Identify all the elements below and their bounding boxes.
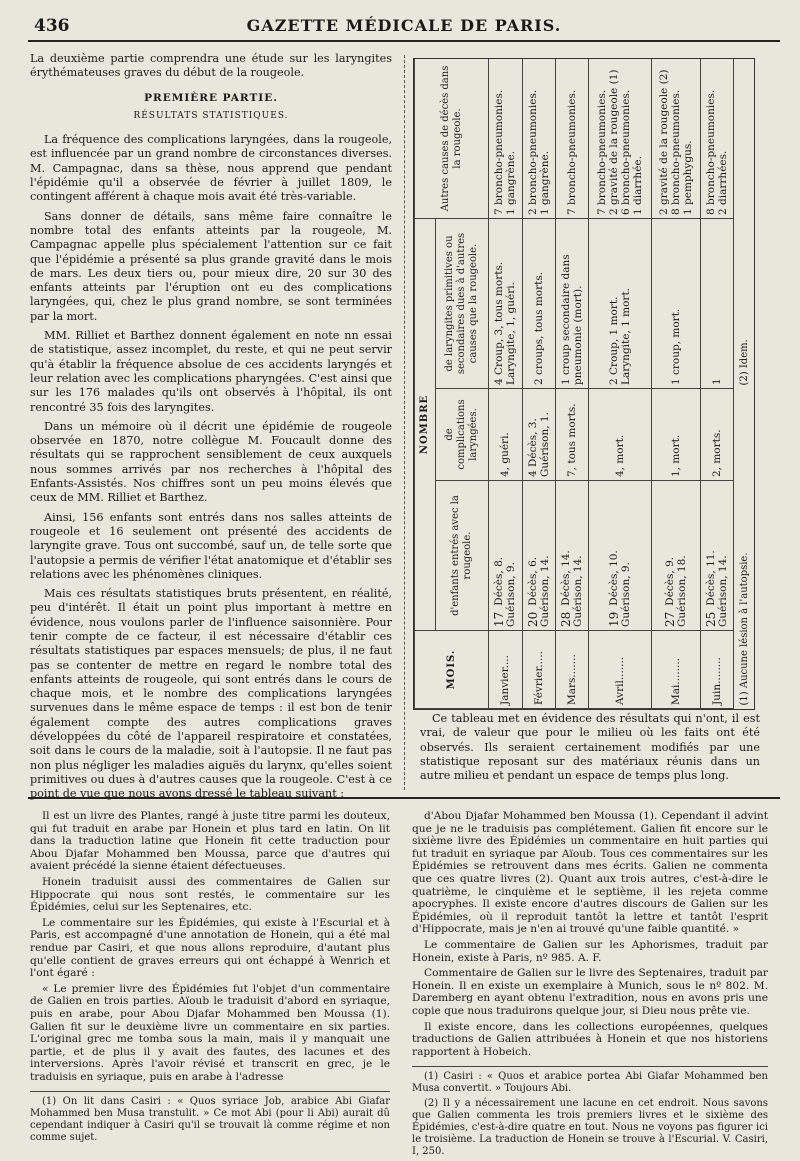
cell-total: 20 bbox=[525, 611, 540, 627]
statistics-table bbox=[413, 58, 755, 710]
feuilleton-paragraph: Honein traduisit aussi des commentaires de Galien sur Hippocrate qui nous sont restés, le commentaire sur les Épidémies, celui sur les Septenaires, etc. bbox=[30, 875, 390, 914]
cell-causes-line: 2 gravité de la rougeole (2) bbox=[658, 69, 671, 215]
cell-complications-line: 4, guéri. bbox=[499, 432, 512, 477]
cell-total: 27 bbox=[663, 611, 678, 627]
cell-total: 19 bbox=[607, 611, 622, 627]
cell-causes-line: 2 broncho-pneumonies. bbox=[526, 89, 539, 215]
cell-causes-line: 6 broncho-pneumonies. bbox=[620, 89, 633, 215]
cell-total: 28 bbox=[559, 611, 574, 627]
cell-entres bbox=[652, 481, 700, 631]
after-table-text bbox=[420, 712, 760, 783]
cell-laryngites bbox=[700, 218, 733, 388]
cell-entres bbox=[522, 481, 555, 631]
cell-mois: Juin........ bbox=[700, 631, 733, 709]
table-row bbox=[522, 58, 555, 708]
cell-complications-line: 4, mort. bbox=[614, 434, 627, 477]
cell-causes bbox=[489, 58, 522, 218]
part-title: PREMIÈRE PARTIE. bbox=[144, 91, 278, 104]
bottom-left-column bbox=[30, 810, 390, 1147]
header-nombre: NOMBRE bbox=[415, 218, 436, 630]
cell-causes-line: 1 gangrène. bbox=[505, 150, 518, 215]
cell-causes-line: 1 gangrène. bbox=[538, 150, 551, 215]
cell-laryngites bbox=[555, 218, 588, 388]
left-column bbox=[30, 52, 392, 807]
cell-entres bbox=[589, 481, 652, 631]
table bbox=[414, 58, 754, 709]
cell-complications bbox=[700, 389, 733, 481]
cell-laryngites-line: 2 Croup, 1 mort. bbox=[608, 296, 621, 385]
section-divider bbox=[28, 797, 780, 799]
cell-causes-line: 8 broncho-pneumonies. bbox=[670, 89, 683, 215]
body-paragraph: Mais ces résultats statistiques bruts présentent, en réalité, peu d'intérêt. Il était un point plus important à mettre en évidence, nous voulons parler de l'influence saisonnière. Pour tenir compte de ce facteur, il est nécessaire d'établir ces résultats statistiques par espaces mensuels; de plus, il ne faut pas se contenter de mettre en regard le nombre total des enfants atteints de rougeole, qui sont entrés dans le cours de chaque mois, et le nombre des complications laryngées survenues dans le même espace de temps : il est bon de tenir également compte des autres complications graves développées du côté de l'appareil respiratoire et constatées, soit dans le cours de la maladie, soit à l'autopsie. Il ne faut pas non plus négliger les maladies aiguës du larynx, qu'elles soient primitives ou dues à d'autres causes que la rougeole. C'est à ce point de vue que nous avons dressé le tableau suivant : bbox=[30, 587, 392, 801]
cell-detail-line: Guérison, 9. bbox=[505, 562, 518, 627]
journal-title: GAZETTE MÉDICALE DE PARIS. bbox=[246, 16, 562, 35]
body-paragraph: Dans un mémoire où il décrit une épidémie de rougeole observée en 1870, notre collègue M. Foucault donne des résultats qui se rapprochent sensiblement de ceux auxquels nous sommes arrivés par nos recherches à l'hôpital des Enfants-Assistés. Nos chiffres sont un peu moins élevés que ceux de MM. Rilliet et Barthez. bbox=[30, 419, 392, 505]
header-entres: d'enfants entrés avec la rougeole. bbox=[436, 481, 489, 631]
cell-detail-line: Décès, 11. bbox=[704, 550, 717, 606]
cell-detail-line: Décès, 14. bbox=[560, 550, 573, 606]
cell-causes-line: 2 gravité de la rougeole (1) bbox=[608, 69, 621, 215]
intro-paragraph: La deuxième partie comprendra une étude sur les laryngites érythémateuses graves du début de la rougeole. bbox=[30, 52, 392, 80]
cell-laryngites-line: 1 bbox=[710, 378, 723, 385]
cell-complications-line: 4 Décès, 3. bbox=[526, 418, 539, 477]
cell-causes bbox=[589, 58, 652, 218]
header-causes: Autres causes de décès dans la rougeole. bbox=[415, 58, 489, 218]
cell-causes-line: 1 diarrhée. bbox=[632, 156, 645, 215]
cell-laryngites bbox=[652, 218, 700, 388]
body-paragraph: MM. Rilliet et Barthez donnent également en note nn essai de statistique, assez incomplet, du reste, et qui ne peut servir qu'à établir la fréquence absolue de ces accidents laryngés et leur relation avec les complications pharyngées. C'est ainsi que sur les 176 malades qu'ils ont observés à l'hôpital, ils ont rencontré 35 fois des laryngites. bbox=[30, 329, 392, 414]
cell-detail-line: Décès, 8. bbox=[493, 556, 506, 606]
cell-complications-line: Guérison, 1. bbox=[538, 412, 551, 477]
column-divider bbox=[404, 55, 405, 790]
cell-mois: Avril....... bbox=[589, 631, 652, 709]
cell-causes-line: 7 broncho-pneumonies. bbox=[493, 89, 506, 215]
header-complications: de complications laryngées. bbox=[436, 389, 489, 481]
body-paragraph: La fréquence des complications laryngées, dans la rougeole, est influencée par un grand nombre de circonstances diverses. M. Campagnac, dans sa thèse, nous apprend que pendant l'épidémie qu'il a observée de février à juillet 1809, le contingent afférent à chaque mois avait été très-variable. bbox=[30, 133, 392, 204]
header-mois: MOIS. bbox=[415, 631, 489, 709]
feuilleton-paragraph: Il existe encore, dans les collections européennes, quelques traductions de Galien attribuées à Honein et que nos historiens rapportent à Hobeich. bbox=[412, 1020, 768, 1058]
cell-complications bbox=[589, 389, 652, 481]
feuilleton-paragraph: « Le premier livre des Épidémies fut l'objet d'un commentaire de Galien en trois parties. Aïoub le traduisit d'abord en syriaque, puis en arabe, pour Abou Djafar Mohammed ben Moussa (1). Galien fit sur le deuxième livre un commentaire en six parties. L'original grec me tomba sous la main, mais il y manquait une partie, et de plus il y avait des fautes, des lacunes et des interversions. Après l'avoir révisé et transcrit en grec, je le traduisis en syriaque, puis en arabe à l'adresse bbox=[30, 982, 390, 1083]
cell-complications bbox=[522, 389, 555, 481]
cell-complications-line: 1, mort. bbox=[670, 434, 683, 477]
cell-causes-line: 8 broncho-pneumonies. bbox=[704, 89, 717, 215]
cell-causes-line: 7 broncho-pneumonies. bbox=[566, 89, 579, 215]
cell-laryngites bbox=[489, 218, 522, 388]
cell-detail-line: Guérison, 18. bbox=[676, 555, 689, 627]
cell-laryngites-line: Laryngite, 1, guéri. bbox=[505, 282, 518, 385]
cell-complications bbox=[652, 389, 700, 481]
cell-detail-line: Décès, 6. bbox=[526, 556, 539, 606]
table-row bbox=[652, 58, 700, 708]
cell-detail-line: Décès, 9. bbox=[664, 556, 677, 606]
cell-laryngites-line: pneumonie (mort). bbox=[572, 285, 585, 385]
feuilleton-paragraph: Le commentaire sur les Épidémies, qui existe à l'Escurial et à Paris, est accompagné d'une annotation de Honein, qui a été mal rendue par Casiri, et que nous allons reproduire, d'autant plus qu'elle contient de graves erreurs qui ont échappé à Wenrich et l'ont égaré : bbox=[30, 916, 390, 980]
cell-causes bbox=[522, 58, 555, 218]
cell-causes-line: 2 diarrhées. bbox=[716, 150, 729, 215]
cell-causes-line: 1 pemphygus. bbox=[682, 140, 695, 215]
page-header bbox=[28, 14, 780, 42]
body-paragraph: Ainsi, 156 enfants sont entrés dans nos salles atteints de rougeole et 16 seulement ont présenté des accidents de laryngite grave. Tous ont succombé, sauf un, de telle sorte que l'autopsie a permis de vérifier l'état anatomique et d'établir ses relations avec les phénomènes cliniques. bbox=[30, 510, 392, 581]
rotated-table-content bbox=[414, 59, 754, 709]
footnote-separator bbox=[30, 1091, 390, 1092]
bottom-right-column bbox=[412, 810, 768, 1161]
cell-mois: Février..... bbox=[522, 631, 555, 709]
feuilleton-paragraph: Il est un livre des Plantes, rangé à juste titre parmi les douteux, qui fut traduit en arabe par Honein et plus tard en latin. On lit dans la traduction latine que Honein fit cette traduction pour Abou Djafar Mohammed ben Moussa, parce que d'autres qui avaient précédé la sienne étaient défectueuses. bbox=[30, 810, 390, 873]
cell-laryngites-line: 4 Croup, 3, tous morts. bbox=[493, 261, 506, 385]
footnote: (1) Casiri : « Quos et arabice portea Abi Giafar Mohammed ben Musa convertit. » Toujours Abi. bbox=[412, 1071, 768, 1095]
table-row bbox=[700, 58, 733, 708]
cell-entres bbox=[700, 481, 733, 631]
cell-entres bbox=[555, 481, 588, 631]
footnote: (1) On lit dans Casiri : « Quos syriace Job, arabice Abi Giafar Mohammed ben Musa transtulit. » Ce mot Abi (pour li Abi) aurait dû cependant indiquer à Casiri qu'il se trouvait là comme régime et non comme sujet. bbox=[30, 1096, 390, 1144]
section-subtitle: RÉSULTATS STATISTIQUES. bbox=[133, 110, 289, 121]
cell-complications bbox=[555, 389, 588, 481]
footnote: (2) Il y a nécessairement une lacune en cet endroit. Nous savons que Galien commenta les trois premiers livres et le sixième des Épidémies, c'est-à-dire quatre en tout. Nous ne voyons pas figurer ici le troisième. La traduction de Honein se trouve à l'Escurial. V. Casiri, I, 250. bbox=[412, 1098, 768, 1158]
cell-causes-line: 7 broncho-pneumonies. bbox=[596, 89, 609, 215]
header-laryngites: de laryngites primitives ou secondaires dues à d'autres causes que la rougeole. bbox=[436, 218, 489, 388]
cell-detail-line: Guérison, 14. bbox=[716, 555, 729, 627]
cell-causes bbox=[652, 58, 700, 218]
cell-mois: Janvier.... bbox=[489, 631, 522, 709]
cell-causes bbox=[555, 58, 588, 218]
cell-mois: Mai........ bbox=[652, 631, 700, 709]
cell-total: 17 bbox=[492, 611, 507, 627]
cell-laryngites-line: 1 croup secondaire dans bbox=[560, 254, 573, 385]
table-row bbox=[589, 58, 652, 708]
cell-complications bbox=[489, 389, 522, 481]
cell-entres bbox=[489, 481, 522, 631]
cell-laryngites-line: 2 croups, tous morts. bbox=[532, 271, 545, 385]
cell-causes bbox=[700, 58, 733, 218]
cell-complications-line: 7, tous morts. bbox=[566, 403, 579, 477]
feuilleton-paragraph: Le commentaire de Galien sur les Aphorismes, traduit par Honein, existe à Paris, nº 985. A. F. bbox=[412, 938, 768, 964]
table-body bbox=[489, 58, 734, 708]
cell-detail-line: Guérison, 14. bbox=[538, 555, 551, 627]
cell-detail-line: Guérison, 9. bbox=[620, 562, 633, 627]
table-footnote-2: (2) Idem. bbox=[739, 339, 751, 386]
table-row bbox=[489, 58, 522, 708]
cell-total: 25 bbox=[703, 611, 718, 627]
body-paragraph: Sans donner de détails, sans même faire connaître le nombre total des enfants atteints par la rougeole, M. Campagnac appelle plus spécialement l'attention sur ce fait que l'épidémie a présenté sa plus grande gravité dans le mois de mars. Les deux tiers ou, pour mieux dire, 20 sur 30 des enfants atteints par l'éruption ont eu des complications laryngées, qui, chez le plus grand nombre, se sont terminées par la mort. bbox=[30, 209, 392, 323]
cell-detail-line: Guérison, 14. bbox=[572, 555, 585, 627]
feuilleton-paragraph: d'Abou Djafar Mohammed ben Moussa (1). Cependant il advint que je ne le traduisis pas complétement. Galien fit encore sur le sixième livre des Épidémies un commentaire en huit parties qui fut traduit en syriaque par Aïoub. Tous ces commentaires sur les Épidémies se retrouvent dans mes écrits. Galien ne commenta que ces quatre livres (2). Quant aux trois autres, c'est-à-dire le quatrième, le cinquième et le septième, il les rejeta comme apocryphes. Il existe encore d'autres discours de Galien sur les Épidémies, où il reproduit tantôt la lettre et tantôt l'esprit d'Hippocrate, mais je n'en ai trouvé qu'une faible quantité. » bbox=[412, 810, 768, 936]
page-number: 436 bbox=[34, 16, 70, 36]
table-footnote-1: (1) Aucune lésion à l'autopsie. bbox=[739, 552, 751, 706]
table-row bbox=[555, 58, 588, 708]
cell-mois: Mars....... bbox=[555, 631, 588, 709]
cell-laryngites-line: 1 croup, mort. bbox=[670, 308, 683, 385]
cell-laryngites bbox=[522, 218, 555, 388]
cell-laryngites-line: Laryngite, 1 mort. bbox=[620, 287, 633, 385]
footnote-separator bbox=[412, 1066, 768, 1067]
cell-laryngites bbox=[589, 218, 652, 388]
feuilleton-paragraph: Commentaire de Galien sur le livre des Septenaires, traduit par Honein. Il en existe un exemplaire à Munich, sous le nº 802. M. Daremberg en ayant obtenu l'extradition, nous en avons pris une copie que nous traduirons quelque jour, si Dieu nous prête vie. bbox=[412, 967, 768, 1017]
after-table-paragraph: Ce tableau met en évidence des résultats qui n'ont, il est vrai, de valeur que pour le milieu où les faits ont été observés. Ils seraient certainement modifiés par une statistique reposant sur des matériaux réunis dans un autre milieu et pendant un espace de temps plus long. bbox=[420, 712, 760, 783]
cell-detail-line: Décès, 10. bbox=[608, 550, 621, 606]
cell-complications-line: 2, morts. bbox=[710, 429, 723, 477]
